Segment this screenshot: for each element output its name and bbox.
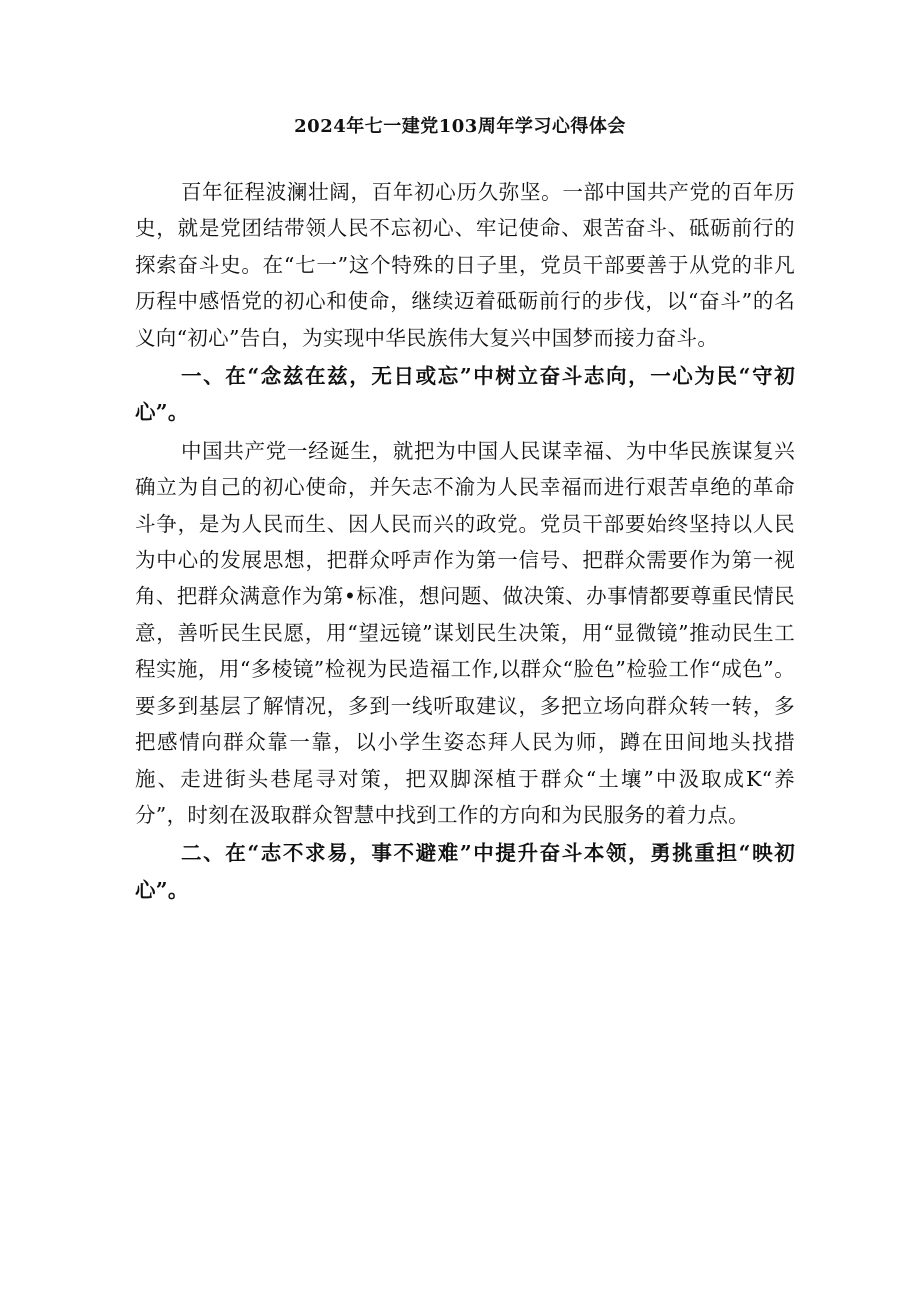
section-two-heading: 二、在“志不求易，事不避难”中提升奋斗本领，勇挑重担“映初心”。 — [135, 841, 795, 902]
document-title: 2024年七一建党103周年学习心得体会 — [294, 116, 626, 137]
section-one-heading: 一、在“念兹在兹，无日或忘”中树立奋斗志向，一心为民“守初心”。 — [135, 364, 795, 425]
section-one-paragraph: 中国共产党一经诞生，就把为中国人民谋幸福、为中华民族谋复兴确立为自己的初心使命，并矢志不渝为人民幸福而进行艰苦卓绝的革命斗争，是为人民而生、因人民而兴的政党。党员干部要始终坚持以人民为中心的发展思想，把群众呼声作为第一信号、把群众需要作为第一视角、把群众满意作为第•标准，想问题、做决策、办事情都要尊重民情民意，善听民生民愿，用“望远镜”谋划民生决策，用“显微镜”推动民生工程实施，用“多棱镜”检视为民造福工作,以群众“脸色”检验工作“成色”。要多到基层了解情况，多到一线听取建议，多把立场向群众转一转，多把感情向群众靠一靠，以小学生姿态拜人民为师，蹲在田间地头找措施、走进街头巷尾寻对策，把双脚深植于群众“土壤”中汲取成K“养分”，时刻在汲取群众智慧中找到工作的方向和为民服务的着力点。 — [135, 438, 795, 827]
intro-paragraph: 百年征程波澜壮阔，百年初心历久弥坚。一部中国共产党的百年历史，就是党团结带领人民不忘初心、牢记使命、艰苦奋斗、砥砺前行的探索奋斗史。在“七一”这个特殊的日子里，党员干部要善于从党的非凡历程中感悟党的初心和使命，继续迈着砥砺前行的步伐，以“奋斗”的名义向“初心”告白，为实现中华民族伟大复兴中国梦而接力奋斗。 — [135, 180, 795, 350]
document-body — [135, 174, 795, 908]
